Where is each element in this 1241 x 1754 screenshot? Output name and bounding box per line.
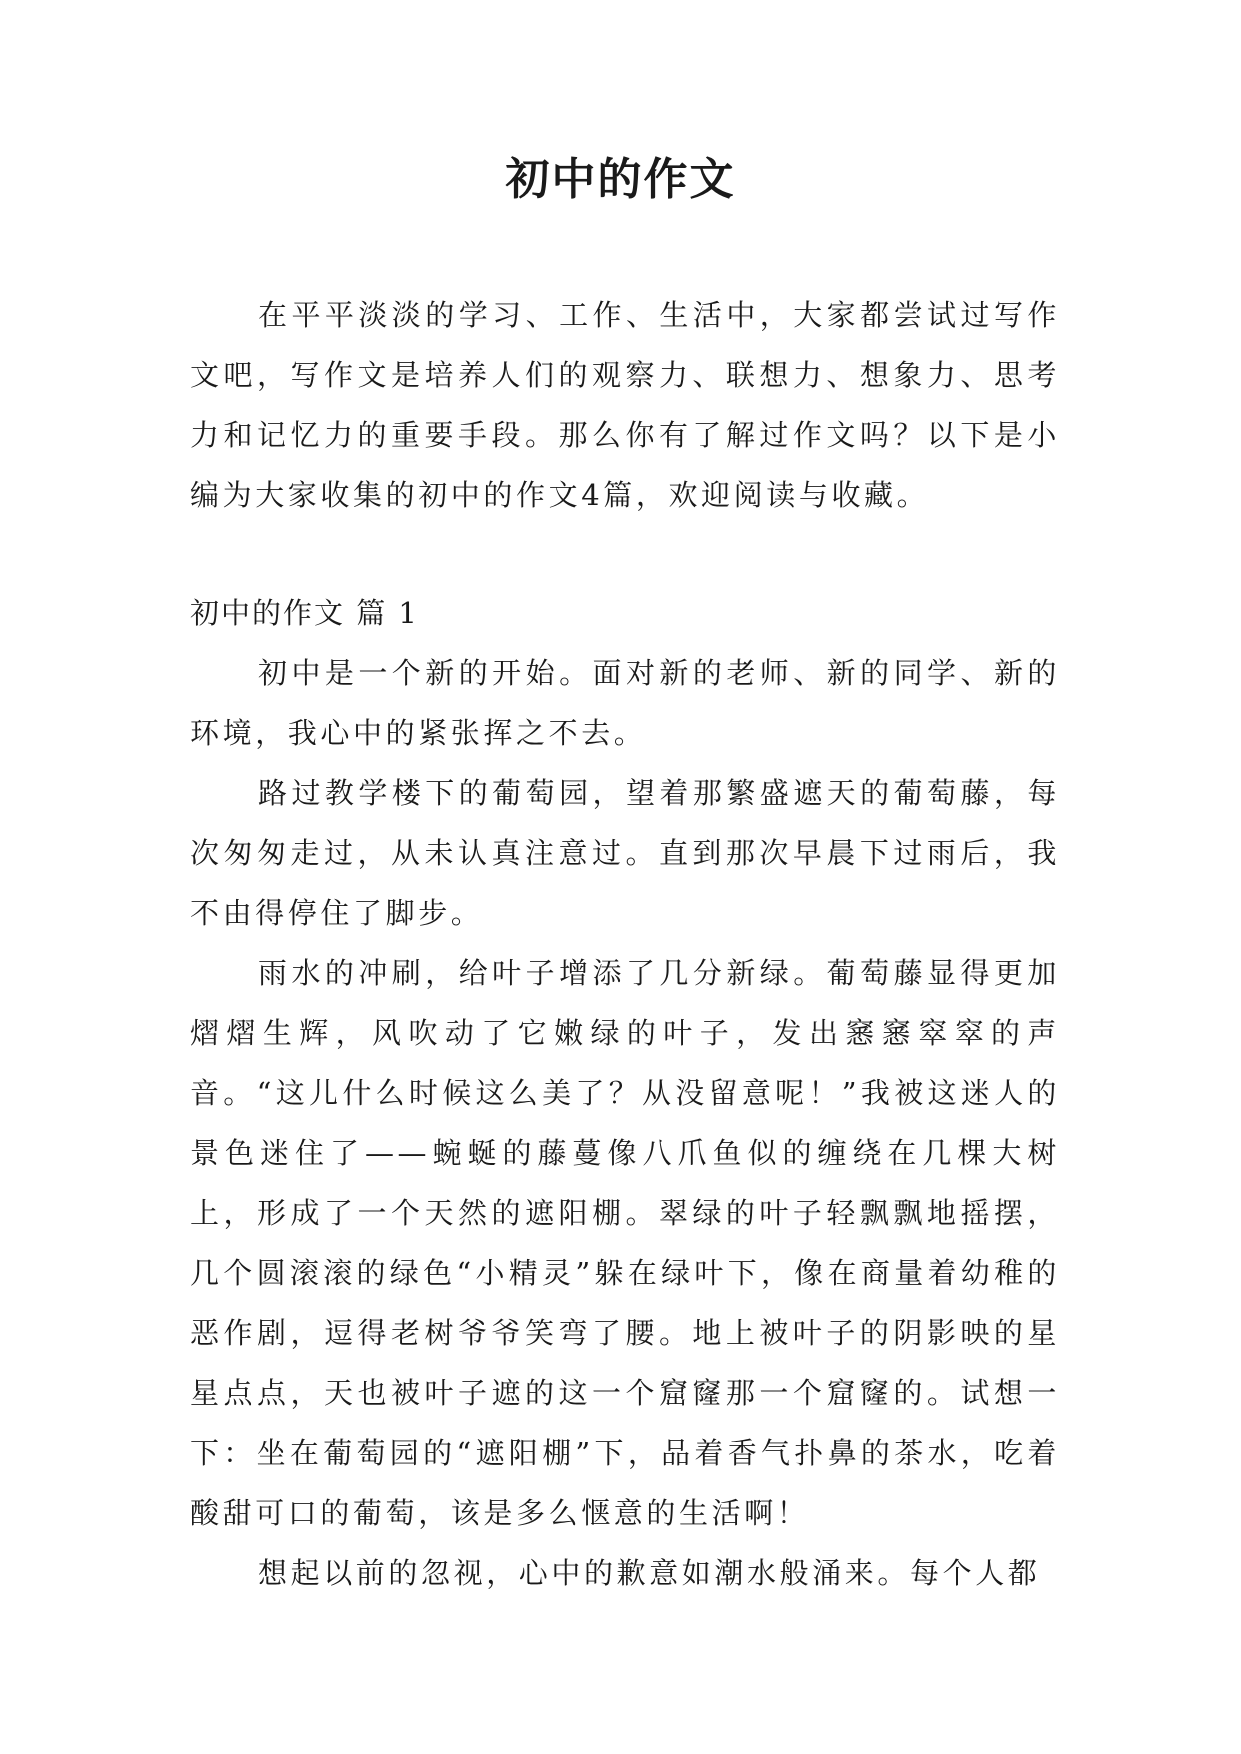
section-paragraph-1: 初中是一个新的开始。面对新的老师、新的同学、新的环境，我心中的紧张挥之不去。: [190, 656, 1060, 750]
section-heading: 初中的作文 篇 1: [190, 596, 419, 630]
essay-section-1: [190, 583, 1060, 1603]
intro-paragraph: 在平平淡淡的学习、工作、生活中，大家都尝试过写作文吧，写作文是培养人们的观察力、联想力、想象力、思考力和记忆力的重要手段。那么你有了解过作文吗？以下是小编为大家收集的初中的作文4篇，欢迎阅读与收藏。: [190, 298, 1060, 512]
section-paragraph-2: 路过教学楼下的葡萄园，望着那繁盛遮天的葡萄藤，每次匆匆走过，从未认真注意过。直到那次早晨下过雨后，我不由得停住了脚步。: [190, 776, 1060, 930]
section-paragraph-4: 想起以前的忽视，心中的歉意如潮水般涌来。每个人都: [258, 1556, 1041, 1590]
section-paragraph-3: 雨水的冲刷，给叶子增添了几分新绿。葡萄藤显得更加熠熠生辉，风吹动了它嫩绿的叶子，发出窸窸窣窣的声音。“这儿什么时候这么美了？从没留意呢！”我被这迷人的景色迷住了——蜿蜒的藤蔓像八爪鱼似的缠绕在几棵大树上，形成了一个天然的遮阳棚。翠绿的叶子轻飘飘地摇摆，几个圆滚滚的绿色“小精灵”躲在绿叶下，像在商量着幼稚的恶作剧，逗得老树爷爷笑弯了腰。地上被叶子的阴影映的星星点点，天也被叶子遮的这一个窟窿那一个窟窿的。试想一下：坐在葡萄园的“遮阳棚”下，品着香气扑鼻的茶水，吃着酸甜可口的葡萄，该是多么惬意的生活啊！: [190, 956, 1060, 1530]
document-title: 初中的作文: [505, 154, 736, 205]
